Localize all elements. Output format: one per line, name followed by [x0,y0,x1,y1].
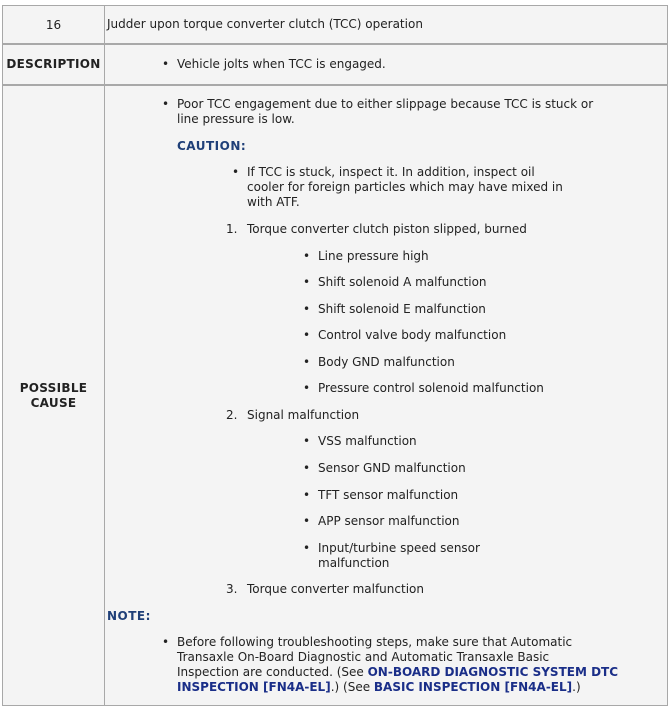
cause1-text: Torque converter clutch piston slipped, burned [247,222,527,236]
row-description [2,44,668,85]
cause-intro-line1: • Poor TCC engagement due to either slippage because TCC is stuck or [177,97,593,112]
description-label-cell [3,45,105,84]
cause1-item: • Shift solenoid A malfunction [318,275,487,290]
cause2-item: • VSS malfunction [318,434,417,449]
cause2-text: Signal malfunction [247,408,360,422]
description-item: • Vehicle jolts when TCC is engaged. [177,57,386,72]
note-line4-end: .) [572,680,581,694]
caution-line3: with ATF. [247,195,300,209]
onboard-diagnostic-link-cont[interactable]: INSPECTION [FN4A-EL] [177,680,331,694]
basic-inspection-link[interactable]: BASIC INSPECTION [FN4A-EL] [373,680,573,694]
description-content-cell [105,45,667,84]
cause1-item: • Shift solenoid E malfunction [318,302,486,317]
onboard-diagnostic-link[interactable]: ON-BOARD DIAGNOSTIC SYSTEM DTC [367,665,619,679]
cause-intro-line2: line pressure is low. [177,112,295,126]
symptom-title: Judder upon torque converter clutch (TCC) operation [107,17,423,31]
note-label: NOTE: [107,609,151,623]
row-possible-cause [2,85,668,706]
cause2-number: 2. [226,408,238,422]
possible-cause-label-line1: POSSIBLE [19,380,88,395]
cause3-text: Torque converter malfunction [247,582,424,596]
cause2-item: • TFT sensor malfunction [318,488,458,503]
cause1-item: • Body GND malfunction [318,355,455,370]
possible-cause-label-cell [3,86,105,705]
cause2-item-last-line1: • Input/turbine speed sensor [318,541,480,556]
cause1-item: • Pressure control solenoid malfunction [318,381,544,396]
caution-line1: • If TCC is stuck, inspect it. In addition, inspect oil [247,165,535,180]
row-symptom [2,5,668,44]
cause2-item-last-line2: malfunction [318,556,390,570]
caution-line2: cooler for foreign particles which may have mixed in [247,180,563,194]
note-line2: Transaxle On-Board Diagnostic and Automatic Transaxle Basic [177,650,550,664]
note-line4 [177,680,581,695]
note-line3-text: Inspection are conducted. (See [177,665,368,679]
possible-cause-content-cell [105,86,667,705]
cause1-number: 1. [226,222,238,236]
symptom-number-cell [3,6,105,43]
possible-cause-label [20,381,88,411]
note-line4-text: .) (See [330,680,374,694]
symptom-number: 16 [45,17,62,32]
cause2-item: • APP sensor malfunction [318,514,459,529]
possible-cause-label-line2: CAUSE [30,395,77,410]
cause2-item: • Sensor GND malfunction [318,461,466,476]
caution-label: CAUTION: [177,139,247,153]
note-line3 [177,665,618,680]
cause3-number: 3. [226,582,238,596]
symptom-title-cell [105,6,667,43]
note-line1: • Before following troubleshooting steps, make sure that Automatic [177,635,572,650]
cause1-item: • Control valve body malfunction [318,328,506,343]
troubleshooting-table [2,5,668,706]
description-label: DESCRIPTION [6,57,101,71]
cause1-item: • Line pressure high [318,249,429,264]
